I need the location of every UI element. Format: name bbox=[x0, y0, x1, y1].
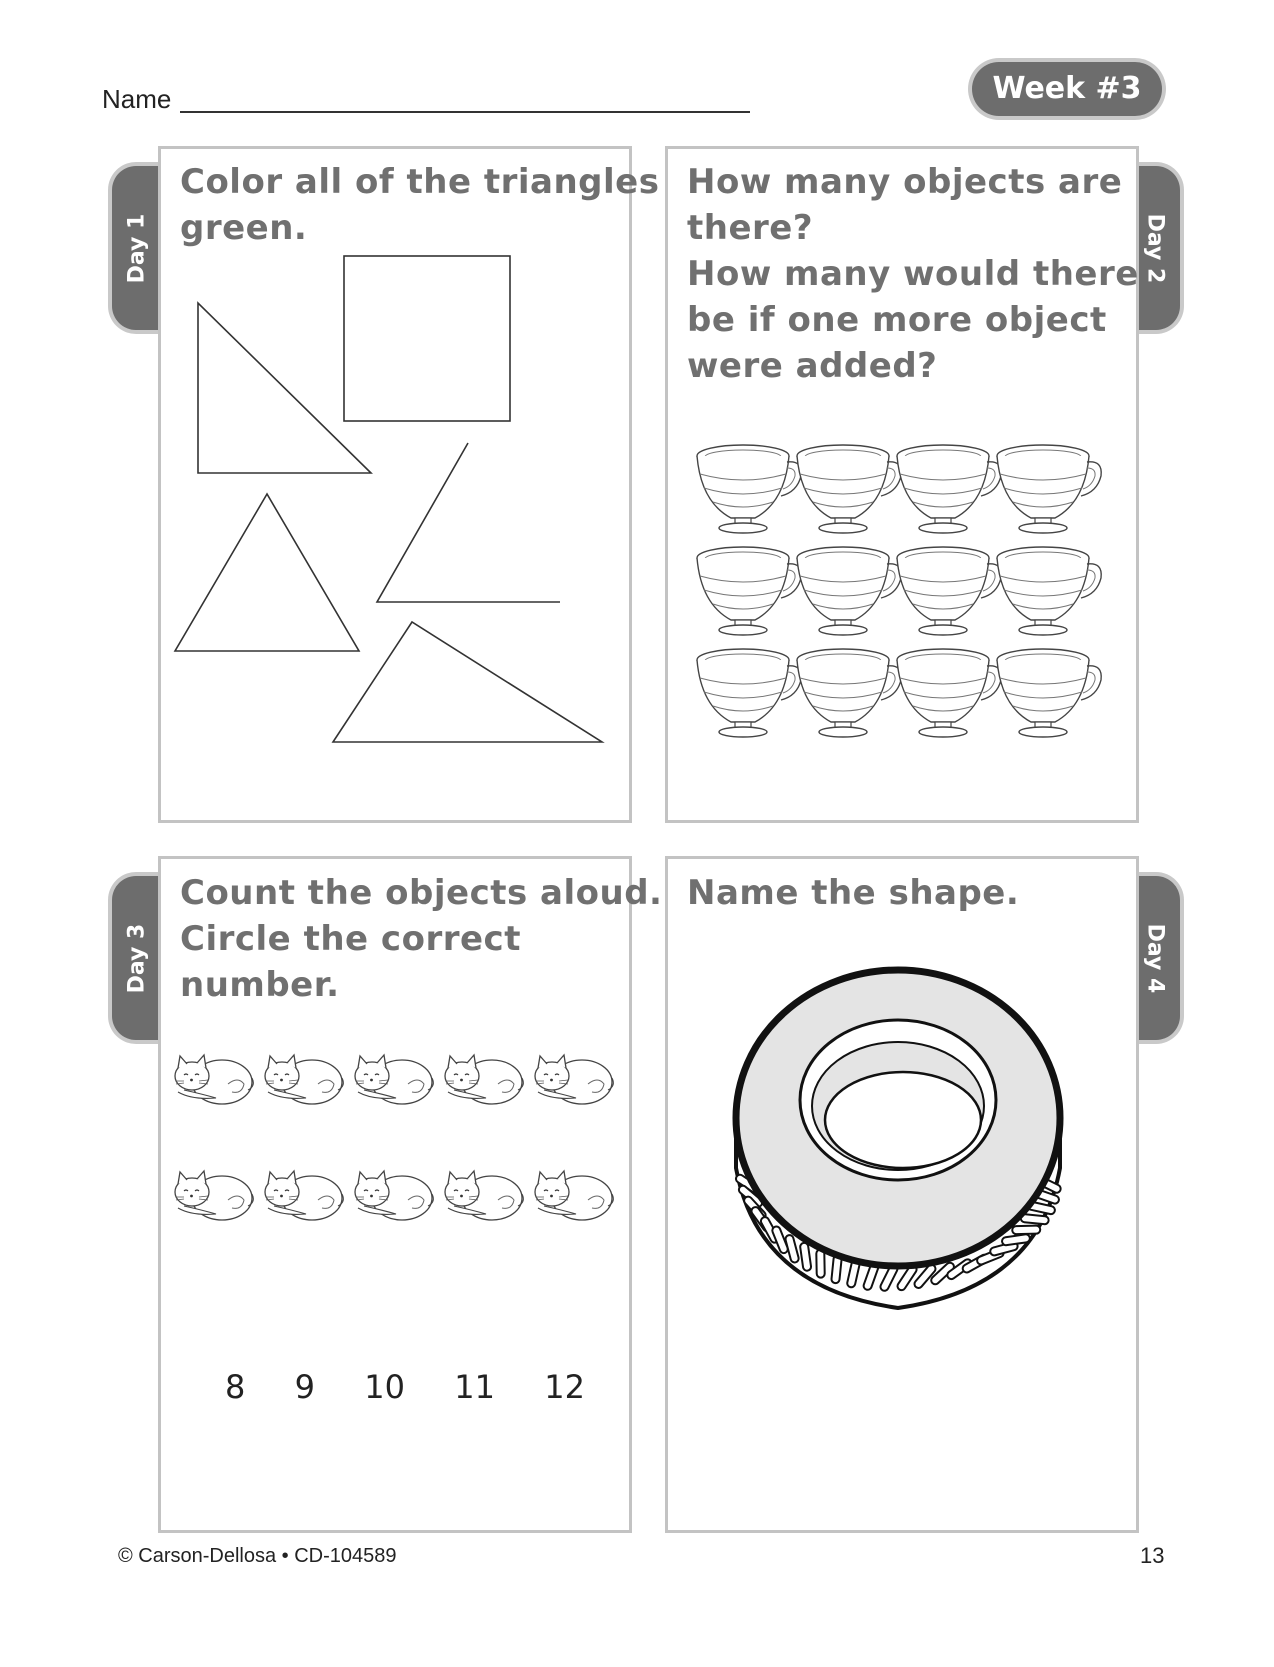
day-4-tab-label: Day 4 bbox=[1142, 923, 1168, 993]
sleeping-cat-icon bbox=[355, 1171, 433, 1220]
cats-grid bbox=[158, 1040, 632, 1240]
number-choice[interactable]: 11 bbox=[454, 1368, 495, 1406]
teacup-icon bbox=[797, 547, 901, 635]
tire-tread-mark bbox=[816, 1250, 825, 1278]
teacup-icon bbox=[997, 547, 1101, 635]
day-4-prompt bbox=[687, 870, 1019, 916]
number-choices bbox=[225, 1368, 585, 1408]
prompt-line: Circle the correct bbox=[180, 919, 521, 959]
day-1-tab bbox=[112, 166, 162, 330]
prompt-line: How many would there bbox=[687, 254, 1139, 294]
triangle-shape[interactable] bbox=[175, 494, 359, 651]
tire-tread-mark bbox=[1012, 1226, 1040, 1235]
name-label: Name bbox=[102, 84, 172, 114]
shapes-figure bbox=[158, 240, 632, 760]
sleeping-cat-icon bbox=[355, 1055, 433, 1104]
day-1-prompt bbox=[180, 159, 659, 251]
prompt-line: were added? bbox=[687, 346, 938, 386]
prompt-line: be if one more object bbox=[687, 300, 1107, 340]
teacup-icon bbox=[997, 445, 1101, 533]
number-choice[interactable]: 8 bbox=[225, 1368, 246, 1406]
prompt-line: How many objects are bbox=[687, 162, 1123, 202]
number-choice[interactable]: 12 bbox=[544, 1368, 585, 1406]
sleeping-cat-icon bbox=[175, 1171, 253, 1220]
copyright-text: © Carson-Dellosa • CD-104589 bbox=[118, 1545, 397, 1567]
sleeping-cat-icon bbox=[175, 1055, 253, 1104]
prompt-line: Name the shape. bbox=[687, 873, 1020, 913]
teacup-icon bbox=[797, 649, 901, 737]
prompt-line: green. bbox=[180, 208, 308, 248]
teacup-icon bbox=[697, 445, 801, 533]
sleeping-cat-icon bbox=[445, 1055, 523, 1104]
teacups-grid bbox=[665, 430, 1139, 750]
teacup-icon bbox=[897, 445, 1001, 533]
open-angle-shape[interactable] bbox=[377, 443, 560, 602]
teacup-icon bbox=[897, 649, 1001, 737]
sleeping-cat-icon bbox=[445, 1171, 523, 1220]
prompt-line: there? bbox=[687, 208, 814, 248]
sleeping-cat-icon bbox=[535, 1055, 613, 1104]
prompt-line: number. bbox=[180, 965, 340, 1005]
prompt-line: Color all of the triangles bbox=[180, 162, 660, 202]
week-badge: Week #3 bbox=[972, 62, 1162, 116]
obtuse-triangle-shape[interactable] bbox=[333, 622, 602, 742]
sleeping-cat-icon bbox=[535, 1171, 613, 1220]
day-3-tab bbox=[112, 876, 162, 1040]
prompt-line: Count the objects aloud. bbox=[180, 873, 663, 913]
teacup-icon bbox=[797, 445, 901, 533]
sleeping-cat-icon bbox=[265, 1171, 343, 1220]
day-3-prompt bbox=[180, 870, 662, 1008]
teacup-icon bbox=[897, 547, 1001, 635]
teacup-icon bbox=[697, 547, 801, 635]
day-1-tab-label: Day 1 bbox=[124, 213, 150, 283]
teacup-icon bbox=[697, 649, 801, 737]
day-2-tab-label: Day 2 bbox=[1142, 213, 1168, 283]
day-2-prompt bbox=[687, 159, 1139, 389]
page-number: 13 bbox=[1140, 1543, 1165, 1568]
square-shape[interactable] bbox=[344, 256, 510, 421]
sleeping-cat-icon bbox=[265, 1055, 343, 1104]
number-choice[interactable]: 10 bbox=[364, 1368, 405, 1406]
teacup-icon bbox=[997, 649, 1101, 737]
tire-icon bbox=[728, 968, 1068, 1308]
day-3-tab-label: Day 3 bbox=[124, 923, 150, 993]
number-choice[interactable]: 9 bbox=[294, 1368, 315, 1406]
name-write-line[interactable] bbox=[180, 111, 750, 113]
